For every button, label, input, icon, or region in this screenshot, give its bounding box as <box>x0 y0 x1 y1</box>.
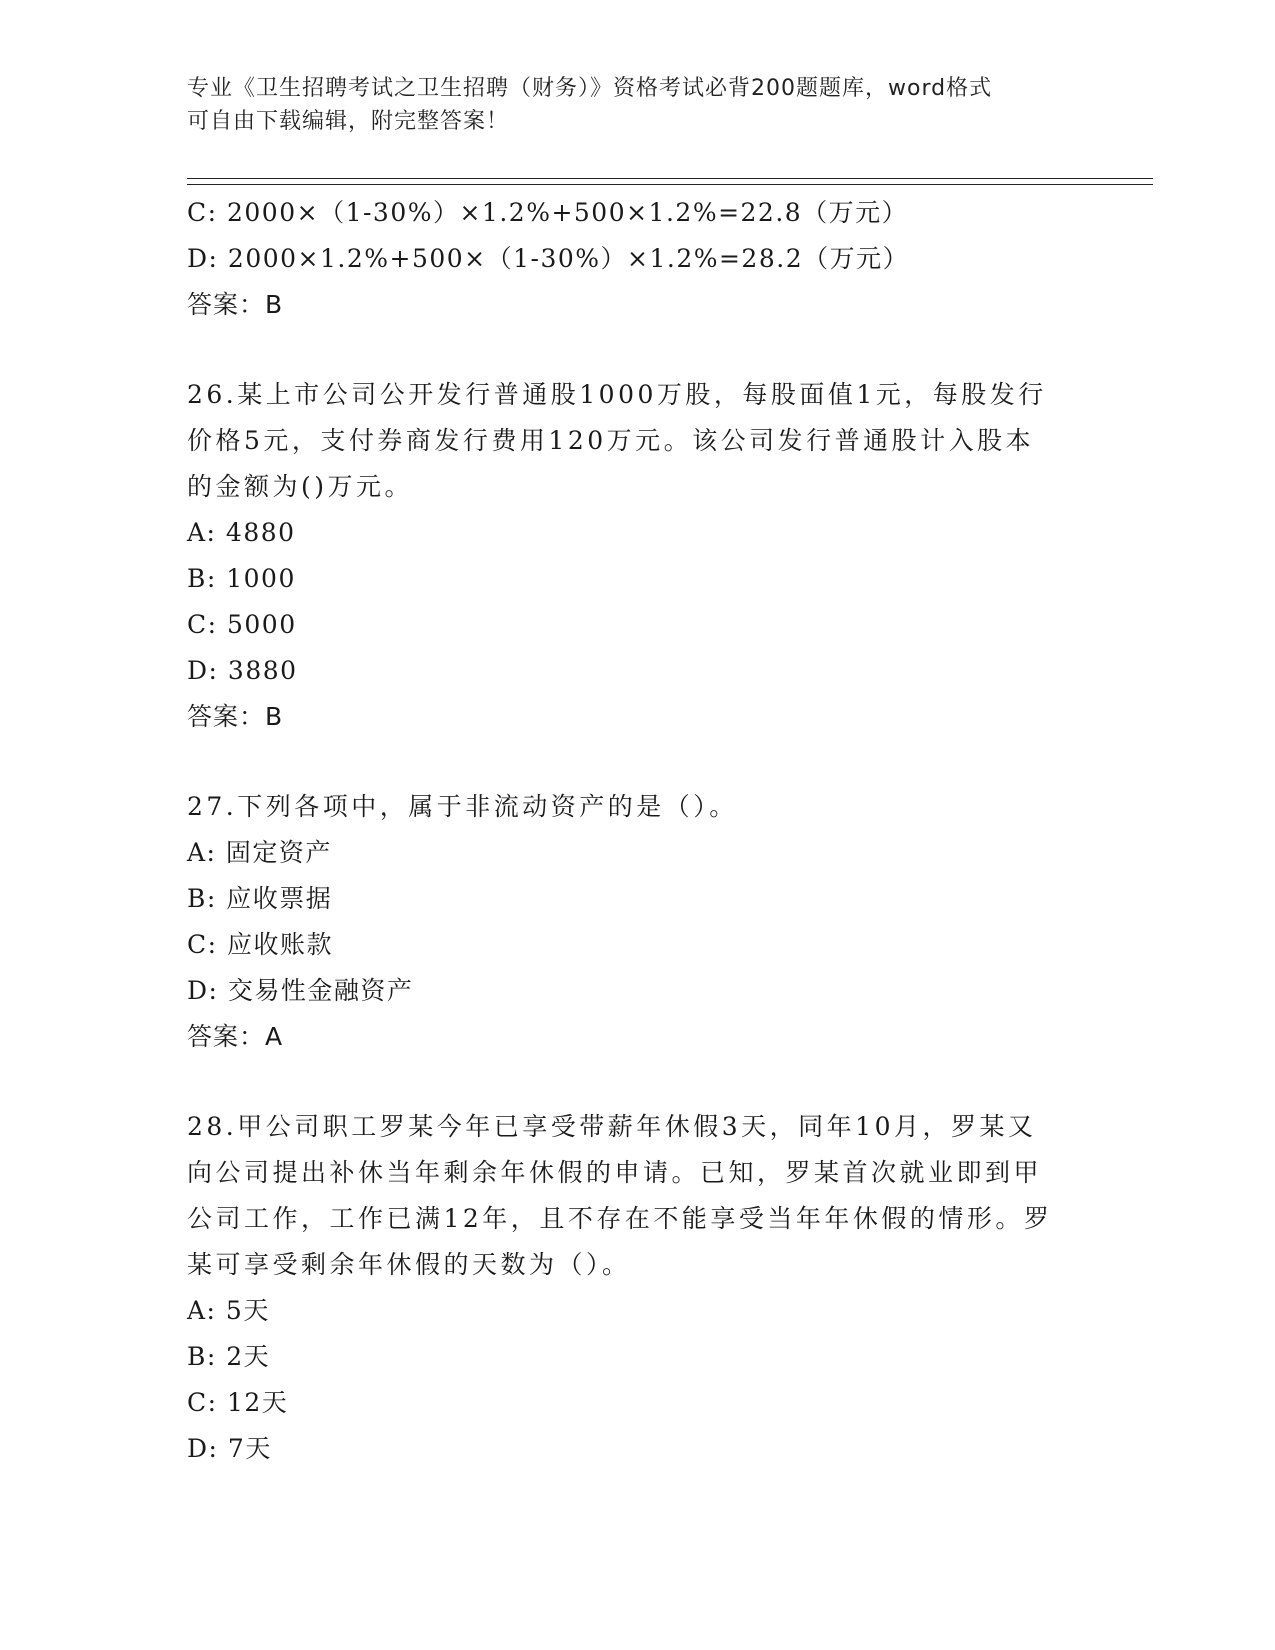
spacer <box>187 1060 1087 1104</box>
header-divider-top <box>187 178 1153 179</box>
question-text <box>187 1104 1087 1288</box>
option-a: A: 5天 <box>187 1296 270 1325</box>
question-text-line: 公司工作，工作已满12年，且不存在不能享受当年年休假的情形。罗 <box>187 1204 1053 1233</box>
question-text-line: 某可享受剩余年休假的天数为（）。 <box>187 1250 631 1279</box>
spacer <box>187 740 1087 784</box>
question-text <box>187 372 1087 510</box>
question-27 <box>187 784 1087 1060</box>
header-line-2: 可自由下载编辑，附完整答案！ <box>187 109 510 134</box>
question-26 <box>187 372 1087 740</box>
option-b: B: 1000 <box>187 564 296 593</box>
question-text-line: 向公司提出补休当年剩余年休假的申请。已知，罗某首次就业即到甲 <box>187 1158 1043 1187</box>
answer: 答案：B <box>187 290 284 319</box>
previous-question <box>187 190 1087 328</box>
option-c: C: 5000 <box>187 610 297 639</box>
spacer <box>187 328 1087 372</box>
header-line-1: 专业《卫生招聘考试之卫生招聘（财务）》资格考试必背200题题库，word格式 <box>187 76 993 101</box>
option-a: A: 4880 <box>187 518 296 547</box>
question-28 <box>187 1104 1087 1472</box>
question-text-line: 的金额为()万元。 <box>187 472 414 501</box>
question-text <box>187 784 1087 830</box>
option-d: D: 7天 <box>187 1434 272 1463</box>
question-text-line: 28.甲公司职工罗某今年已享受带薪年休假3天，同年10月，罗某又 <box>187 1112 1037 1141</box>
question-text-line: 27.下列各项中，属于非流动资产的是（）。 <box>187 792 738 821</box>
question-text-line: 26.某上市公司公开发行普通股1000万股，每股面值1元，每股发行 <box>187 380 1047 409</box>
option-b: B: 2天 <box>187 1342 271 1371</box>
option-c: C: 2000×（1-30%）×1.2%+500×1.2%=22.8（万元） <box>187 198 909 227</box>
option-d: D: 交易性金融资产 <box>187 976 414 1005</box>
question-text-line: 价格5元，支付券商发行费用120万元。该公司发行普通股计入股本 <box>187 426 1035 455</box>
option-d: D: 2000×1.2%+500×（1-30%）×1.2%=28.2（万元） <box>187 244 910 273</box>
page-header <box>187 72 1067 138</box>
answer: 答案：B <box>187 702 284 731</box>
option-c: C: 应收账款 <box>187 930 333 959</box>
option-c: C: 12天 <box>187 1388 289 1417</box>
option-a: A: 固定资产 <box>187 838 332 867</box>
option-d: D: 3880 <box>187 656 298 685</box>
question-content <box>187 190 1087 1472</box>
option-b: B: 应收票据 <box>187 884 333 913</box>
header-divider-bottom <box>187 184 1153 185</box>
answer: 答案：A <box>187 1022 284 1051</box>
